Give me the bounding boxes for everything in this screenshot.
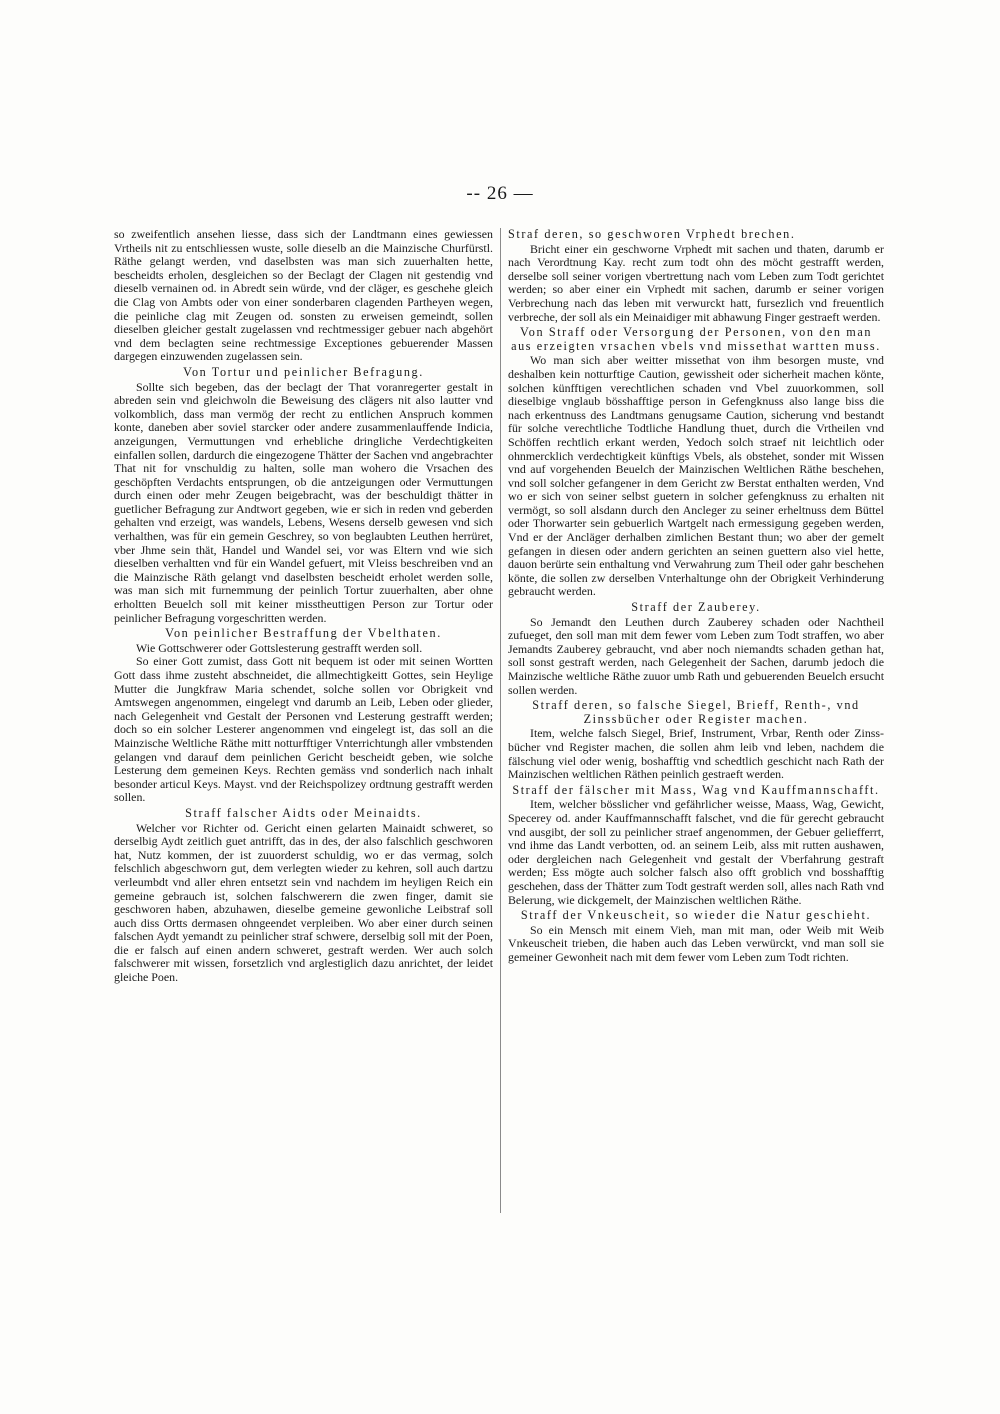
column-divider xyxy=(500,228,501,1213)
paragraph-zauberey: So Jemandt den Leuthen durch Zauberey schaden oder Nachtheil zufueget, den soll man mit dem fewer vom Leben zum Todt straffen, wo aber Jemandts Zauberey gebraucht, vnd aber noch niemandts schaden gethan hat, soll sonst gestraft werden, nach Gelegenheit der Sachen, darumb jedoch die Mainzische weltliche Räthe zuuor umb Rath und gebuerenden Beuelch ersucht sollen werden. xyxy=(508,614,884,697)
paragraph-zumist: So einer Gott zumist, dass Gott nit bequem ist oder mit seinen Wortten Gott dass ihme zusteht abschneidet, die allmechtigkeitt Gottes, sein Heylige Mutter die Jungkfraw Maria schendet, solche sollen vor Obrigkeit vnd Amtswegen angenommen, eingelegt vnd darumb an Leib, Leben oder glieder, nach Gelegenheit vnd Gestalt der Personen vnd Lesterung gestrafft werden; doch so ein solcher Lesterer angenommen vnd eingelegt ist, das soll an die Mainzische Weltliche Räthe mitt notturfftiger Vnterrichtungh aller vmbstenden gelangen vnd darauf dem peinlichen Gericht bescheidt geben, wie solche Lesterung dem gemeinen Keys. Rechten gemäss vnd sonderlich nach inhalt besonder articul Keys. Mayst. vnd der Reichspolizey ordtnung gestrafft werden sollen. xyxy=(114,654,493,805)
heading-vrphedt: Straf deren, so geschworen Vrphedt brechen. xyxy=(508,227,796,241)
heading-tortur: Von Tortur und peinlicher Befragung. xyxy=(183,364,424,379)
paragraph-vnkeuscheit: So ein Mensch mit einem Vieh, man mit man, oder Weib mit Weib Vnkeuscheit trieben, die haben auch das Leben verwürckt, vnd man soll sie gemeiner Gewonheit nach mit dem fewer vom Leben zum Todt richten. xyxy=(508,922,884,964)
heading-bestraffung: Von peinlicher Bestraffung der Vbelthaten. xyxy=(165,626,442,641)
paragraph-gottschwerer: Wie Gottschwerer oder Gottslesterung gestrafft werden soll. xyxy=(136,640,423,655)
heading-mass: Straff der fälscher mit Mass, Wag vnd Kauffmannschafft. xyxy=(512,782,880,797)
paragraph-intro: so zweifentlich ansehen liesse, dass sich der Landtmann eines gewiessen Vrtheils nit zu entschliessen wuste, solle dieselb an die Mainzische Churfürstl. Räthe gelangt werden, vnd daselbsten was man sich zuuerhalten hette, bescheidts erholen, desgleichen so der Beclagt der Clagen nit gestendig vnd dieselb vernainen od. in Abredt sein würde, vnd der cläger, es geschehe gleich die Clag von Ambts oder von einer sonderbaren clagenden Partheyen wegen, die peinliche clag mit Zeugen od. sonsten zu erweisen gemeindt, sollen dieselben gleicher gestalt zugelassen vnd rechtmessiger gebuer nach abgehört vnd dem beclagten seine rechtmessige Exceptiones gebuerender Massen dargegen einzuwenden zugelassen sein. xyxy=(114,227,493,364)
paragraph-vrphedt: Bricht einer ein geschworne Vrphedt mit sachen und thaten, darumb er nach Verordtnung Kay. recht zum todt ohn des möcht gestrafft werden, derselbe soll seiner vorigen vbertrettung nach vom Leben zum Todt gerichtet werden; so aber einer ein Vrphedt mit sachen, darumb er seiner vorigen Verbrechung nach das leben mit verwurckt hatt, fursezlich vnd freuentlich verbreche, der soll als ein Meinaidiger mit abhawung Finger gestraeft werden. xyxy=(508,241,884,324)
paragraph-tortur: Sollte sich begeben, das der beclagt der That voranregerter gestalt in abreden sein vnd gleichwoln die Beweisung des clägers nit also lautter vnd volkomblich, dass man vermög der recht zu entlichen Anspruch kommen konte, daneben aber soviel starcker oder andere zusammenlauffende Indicia, anzeigungen, Vermuttungen vnd erhebliche dringliche Verdechtigkeiten einfallen sollen, dardurch die eingezogene Thätter der Sachen vnd angebrachter That nit for vnschuldig zu halten, solle man wohero die Vrsachen des geschöpften Verdachts entsprungen, ob die antzeigungen oder Vermuttungen durch einen oder mehr Zeugen beigebracht, was der beschuldigt thätter in guetlicher Befragung zur Andtwort gegeben, wie er sich in reden vnd geberden gehalten vnd erzeigt, was wandels, Lebens, Wesens derselb gewesen vnd sich verhalthen, was für ein gemein Geschrey, so von beglaubten Leuthen herrüret, vber Jhme sein thät, Handel und Wandel sei, vor was Eltern vnd wie sich dieselben verhaltten vnd für ein Wandel gefuert, mit Vleiss beschreiben vnd an die Mainzische Räth gelangt vnd daselbsten bescheidt erholet werden solle, was man sich mit furnemmung der peinlich Tortur zuuerhalten, aber ohne erholtten Beuelch soll mit keiner misstheuttigen Person zur Tortur oder peinlicher Befragung vorgeschritten werden. xyxy=(114,379,493,625)
left-column xyxy=(114,228,493,985)
heading-zauberey: Straff der Zauberey. xyxy=(631,600,761,615)
paragraph-meinaidts: Welcher vor Richter od. Gericht einen gelarten Mainaidt schweret, so derselbig Aydt zeitlich guet antrifft, das in des, der also falschlich geschworen hat, Nutz kommen, der ist zuuorderst schuldig, wo er das vermag, solch felschlich abgeschworn gut, dem verlegten wieder zu kehren, soll auch dartzu verleumbdt vnd aller ehren entsetzt sein vnd nachdem im heyligen Reich ein gemeine gebrauch ist, solchen falschwerern die zwen finger, damit sie geschworen haben, abzuhawen, dieselbe gemeine gewonliche Leibstraf soll auch diss Ortts dermasen ohngeendet verpleiben. Wo aber einer durch seinen falschen Aydt yemandt zu peinlicher straf schwere, derselbig soll mit der Poen, die er falsch auf einen andern schweret, gestraft werden. Wer auch solch falschwerer mit wissen, forsetzlich vnd arglestiglich dazu anrichtet, der leidet gleiche Poen. xyxy=(114,820,493,985)
paragraph-versorgung: Wo man sich aber weitter missethat von ihm besorgen muste, vnd deshalben kein notturftige Caution, gewissheit oder sicherheit machen könte, solchen künfftigen verechtlichen schaden vnd Vbel zuuorkommen, soll dieselbige vnglaub bösshafftige person in Gefengknuss also lange biss die nach erkentnuss des Landtmans genugsame Caution, sicherung vnd bestandt für solche verechtliche Todtliche Handlung thuet, durch die Vrtheilen vnd Schöffen rechtlich erkant werden, Yedoch solch straef nit leichtlich oder ohnmercklich verdechtigkeit künftigs Vbels, als obstehet, sonder mit Wissen vnd auf vorgehenden Beuelch der Mainzischen Weltlichen Räthe beschehen, vnd soll solcher gefangener in dem Gericht zw Berstat enthalten werden, Vnd wo er sich von seiner selbst guetern in solcher gefengknuss zu erhalten nit vermögt, so soll alsdann durch den Ancleger zu seiner erheltnuss dem Büttel oder Thorwarter sein gebuerlich Wartgelt nach ermessigung gegeben werden, Vnd er der Ancläger derhalben zimlichen Bestant thun; wo aber der gemelt gefangen in diesen oder andern gerichten an seinen guettern also viel hette, dauon berürte sein enthaltung vnd Verwahrung zum Theil oder gahr beschehen könte, die sollen zw derselben Vnterhaltunge ohn der Obrigkeit Verhinderung gebraucht werden. xyxy=(508,353,884,599)
right-column xyxy=(508,228,884,964)
heading-vnkeuscheit: Straff der Vnkeuscheit, so wieder die Natur geschieht. xyxy=(520,908,872,923)
page-number: -- 26 — xyxy=(466,183,534,204)
paragraph-siegel: Item, welche falsch Siegel, Brief, Instrument, Vrbar, Renth oder Zinss-bücher vnd Register machen, die sollen ahm leib vnd leben, nachdem die fälschung viel oder wenig, boshafftig vnd schedtlich geschicht nach Rath der Mainzischen weltlichen Räthen peinlich gestraeft werden. xyxy=(508,726,884,782)
heading-versorgung: Von Straff oder Versorgung der Personen, von den man aus erzeigten vrsachen vbels vnd missethat wartten muss. xyxy=(511,325,881,353)
heading-siegel: Straff deren, so falsche Siegel, Brieff, Renth-, vnd Zinssbücher oder Register machen. xyxy=(532,698,860,726)
paragraph-mass: Item, welcher bösslicher vnd gefährlicher weisse, Maass, Wag, Gewicht, Specerey od. ander Kauffmannschafft falschet, vnd die für gerecht gebraucht vnd ausgibt, der soll zu peinlicher straef angenommen, der Gebuer geliefferrt, vnd ihme das Landt verbotten, od. an seinem Leib, alss mit rutten aushawen, oder dergleichen nach Gelegenheit vnd gestalt der Vberfahrung gestraft werden; Ess mögte auch solcher falsch also offt groblich vnd bosshafftig geschehen, dass der Thätter zum Todt gestraft werden soll, alles nach Rath vnd Belerung, wie dickgemelt, der Mainzischen weltlichen Räthe. xyxy=(508,797,884,907)
heading-meinaidts: Straff falscher Aidts oder Meinaidts. xyxy=(185,805,422,820)
